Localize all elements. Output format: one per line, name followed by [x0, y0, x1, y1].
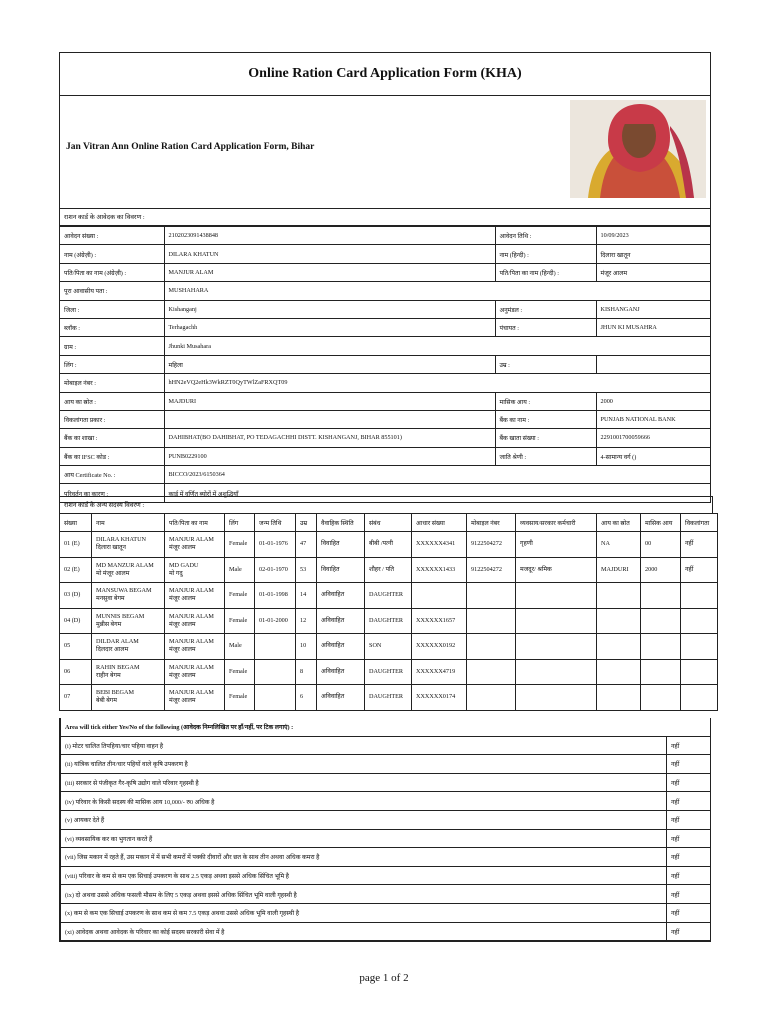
member-name_hi: राहीन बेगम: [96, 671, 121, 679]
tick-table: [60, 718, 711, 941]
tick-answer: नहीं: [667, 736, 711, 755]
tick-question: (ii) यांत्रिक चालित तीन/चार पहियों वाले कृषि उपकरण है: [61, 755, 667, 774]
member-name_hi: दिलदार आलम: [96, 646, 129, 654]
age-value: [596, 355, 710, 373]
member-no: 01 (E): [60, 532, 92, 558]
field-label: बैंक का नाम :: [495, 410, 596, 428]
member-disability: [681, 685, 718, 711]
table-row: [60, 282, 710, 300]
member-age: 12: [296, 608, 317, 634]
member-fname_en: MANJUR ALAM: [169, 536, 214, 544]
certificate-label: आय Certificate No. :: [60, 466, 164, 484]
age-label: उम्र :: [495, 355, 596, 373]
member-marital: अविवाहित: [317, 685, 365, 711]
tick-header-row: [61, 718, 711, 736]
member-aadhaar: XXXXXX4719: [412, 659, 467, 685]
member-mobile: [467, 685, 516, 711]
full-address-value: MUSHAHARA: [164, 282, 710, 300]
member-relation: DAUGHTER: [365, 659, 412, 685]
tick-answer: नहीं: [667, 755, 711, 774]
member-occupation: गृहणी: [516, 532, 597, 558]
member-income_src: [597, 634, 641, 660]
member-relation: बीबी /पत्नी: [365, 532, 412, 558]
member-occupation: मजदूर/ श्रमिक: [516, 557, 597, 583]
tick-question: (vi) व्यवसायिक कर का भुगतान करते हैं: [61, 829, 667, 848]
table-row: [60, 634, 718, 660]
tick-question: (viii) परिवार के कम से कम एक सिचाई उपकरण के साथ 2.5 एकड़ अथवा इससे अधिक सिंचित भूमि है: [61, 866, 667, 885]
member-disability: [681, 634, 718, 660]
form-header: [60, 96, 710, 209]
member-name_en: BEBI BEGAM: [96, 689, 134, 697]
members-table: [59, 513, 718, 711]
column-header: उम्र: [296, 514, 317, 532]
field-value: Terhagachh: [164, 318, 495, 336]
member-marital: अविवाहित: [317, 634, 365, 660]
member-name_hi: दिलारा खातून: [96, 544, 126, 552]
member-name_en: MD MANZUR ALAM: [96, 561, 154, 569]
member-marital: अविवाहित: [317, 608, 365, 634]
table-row: [60, 659, 718, 685]
member-marital: विवाहित: [317, 557, 365, 583]
member-age: 10: [296, 634, 317, 660]
member-gender: Female: [225, 583, 255, 609]
member-monthly: [641, 659, 681, 685]
member-fname_en: MANJUR ALAM: [169, 663, 214, 671]
tick-answer: नहीं: [667, 792, 711, 811]
field-label: आवेदन संख्या :: [60, 227, 164, 245]
member-name-cell: [92, 685, 165, 711]
gender-label: लिंग :: [60, 355, 164, 373]
table-row: [60, 466, 710, 484]
mobile-value: hHN2eVQ2eHk3WkRZT0QyTWlZaFRXQT09: [164, 374, 710, 392]
field-value: 2102023091438848: [164, 227, 495, 245]
member-mobile: 9122504272: [467, 532, 516, 558]
member-fname-cell: [165, 532, 225, 558]
member-marital: अविवाहित: [317, 583, 365, 609]
member-fname_en: MANJUR ALAM: [169, 689, 214, 697]
member-name-cell: [92, 583, 165, 609]
member-fname_en: MD GADU: [169, 561, 199, 569]
mobile-label: मोबाइल नंबर :: [60, 374, 164, 392]
tick-question: (i) मोटर चालित तिपहिया/चार पहिया वाहन है: [61, 736, 667, 755]
member-disability: नहीं: [681, 532, 718, 558]
field-label: जाति श्रेणी :: [495, 447, 596, 465]
member-name-cell: [92, 532, 165, 558]
table-row: [60, 410, 710, 428]
field-value: JHUN KI MUSAHRA: [596, 318, 710, 336]
member-income_src: [597, 685, 641, 711]
field-label: जिला :: [60, 300, 164, 318]
tick-answer: नहीं: [667, 829, 711, 848]
field-value: DAHIBHAT(BO DAHIBHAT, PO TEDAGACHHI DISTT. KISHANGANJ, BIHAR 855101): [164, 429, 495, 447]
member-monthly: [641, 608, 681, 634]
field-label: नाम (हिन्दी) :: [495, 245, 596, 263]
member-relation: शौहर / पति: [365, 557, 412, 583]
column-header: वैवाहिक स्थिति: [317, 514, 365, 532]
member-dob: [255, 659, 296, 685]
tick-answer: नहीं: [667, 773, 711, 792]
member-aadhaar: XXXXXX1433: [412, 557, 467, 583]
member-fname-cell: [165, 608, 225, 634]
column-header: आधार संख्या: [412, 514, 467, 532]
column-header: व्यवसाय/सरकार कर्मचारी: [516, 514, 597, 532]
member-mobile: [467, 659, 516, 685]
table-row: [60, 300, 710, 318]
member-name_en: MUNNIS BEGAM: [96, 612, 145, 620]
table-row: [61, 773, 711, 792]
column-header: मोबाइल नंबर: [467, 514, 516, 532]
column-header: विकलांगता: [681, 514, 718, 532]
member-relation: SON: [365, 634, 412, 660]
member-age: 6: [296, 685, 317, 711]
member-no: 07: [60, 685, 92, 711]
tick-question: (ix) दो अथवा उससे अधिक फसली मौसम के लिए 5 एकड़ अथवा इससे अधिक सिंचित भूमि वाली गृहस्थी है: [61, 885, 667, 904]
member-fname_en: MANJUR ALAM: [169, 587, 214, 595]
member-no: 05: [60, 634, 92, 660]
member-monthly: [641, 634, 681, 660]
field-value: PUNJAB NATIONAL BANK: [596, 410, 710, 428]
member-income_src: NA: [597, 532, 641, 558]
member-dob: 01-01-1998: [255, 583, 296, 609]
member-occupation: [516, 634, 597, 660]
member-relation: DAUGHTER: [365, 685, 412, 711]
member-income_src: [597, 583, 641, 609]
tick-answer: नहीं: [667, 922, 711, 941]
member-name_hi: मो मंजूर आलम: [96, 569, 130, 577]
change-reason-value: कार्ड में वर्णित ब्योरों में अशुद्धियाँ: [164, 484, 710, 502]
members-header-row: [60, 514, 718, 532]
tick-question: (v) आयकर देते हैं: [61, 810, 667, 829]
field-value: [164, 410, 495, 428]
field-label: ब्लॉक :: [60, 318, 164, 336]
members-section: [59, 496, 713, 711]
column-header: संख्या: [60, 514, 92, 532]
member-age: 8: [296, 659, 317, 685]
member-fname_hi: मंजूर आलम: [169, 595, 196, 603]
village-value: Jhunki Musahara: [164, 337, 710, 355]
tick-question: (iv) परिवार के किसी सदस्य की मासिक आय 10,000/- रु0 अधिक है: [61, 792, 667, 811]
field-label: पति/पिता का नाम (हिन्दी) :: [495, 263, 596, 281]
member-disability: [681, 608, 718, 634]
field-value: 10/09/2023: [596, 227, 710, 245]
field-label: आवेदन तिथि :: [495, 227, 596, 245]
member-dob: [255, 634, 296, 660]
tick-question: (x) कम से कम एक सिचाई उपकरण के साथ कम से कम 7.5 एकड़ अथवा उससे अधिक भूमि वाली गृहस्थी है: [61, 903, 667, 922]
field-value: Kishanganj: [164, 300, 495, 318]
table-row: [60, 227, 710, 245]
member-disability: नहीं: [681, 557, 718, 583]
table-row: [60, 318, 710, 336]
member-disability: [681, 583, 718, 609]
member-dob: 01-01-1976: [255, 532, 296, 558]
field-value: MAJDURI: [164, 392, 495, 410]
tick-question: (iii) सरकार से पंजीकृत गैर-कृषि उद्योग वाले परिवार गृहस्थी है: [61, 773, 667, 792]
member-aadhaar: XXXXXX0192: [412, 634, 467, 660]
column-header: आय का स्रोत: [597, 514, 641, 532]
column-header: लिंग: [225, 514, 255, 532]
member-fname_en: MANJUR ALAM: [169, 612, 214, 620]
member-name_en: DILARA KHATUN: [96, 536, 147, 544]
table-row: [60, 355, 710, 373]
field-value: PUNB0229100: [164, 447, 495, 465]
village-label: ग्राम :: [60, 337, 164, 355]
tick-answer: नहीं: [667, 903, 711, 922]
member-gender: Female: [225, 532, 255, 558]
table-row: [61, 903, 711, 922]
member-occupation: [516, 583, 597, 609]
member-mobile: [467, 634, 516, 660]
field-label: बैंक खाता संख्या :: [495, 429, 596, 447]
table-row: [60, 245, 710, 263]
member-disability: [681, 659, 718, 685]
table-row: [60, 429, 710, 447]
member-name-cell: [92, 634, 165, 660]
member-relation: DAUGHTER: [365, 583, 412, 609]
table-row: [60, 557, 718, 583]
table-row: [61, 810, 711, 829]
tick-question: (vii) जिस मकान में रहते हैं, उस मकान में में सभी कमरों में पक्की दीवारों और छत के साथ तीन अथवा अधिक कमरा है: [61, 848, 667, 867]
tick-answer: नहीं: [667, 848, 711, 867]
table-row: [60, 263, 710, 281]
full-address-label: पूरा आवासीय पता :: [60, 282, 164, 300]
member-aadhaar: [412, 583, 467, 609]
table-row: [60, 337, 710, 355]
member-no: 04 (D): [60, 608, 92, 634]
applicant-photo-image: [570, 100, 706, 198]
member-monthly: 00: [641, 532, 681, 558]
member-no: 02 (E): [60, 557, 92, 583]
member-fname_hi: मो गदु: [169, 569, 183, 577]
table-row: [60, 447, 710, 465]
field-value: 2000: [596, 392, 710, 410]
table-row: [60, 583, 718, 609]
field-value: DILARA KHATUN: [164, 245, 495, 263]
field-value: दिलारा खातून: [596, 245, 710, 263]
applicant-photo: [570, 100, 706, 198]
field-value: MANJUR ALAM: [164, 263, 495, 281]
member-mobile: 9122504272: [467, 557, 516, 583]
member-age: 14: [296, 583, 317, 609]
form-frame: [59, 52, 711, 503]
member-gender: Female: [225, 659, 255, 685]
field-value: KISHANGANJ: [596, 300, 710, 318]
table-row: [61, 922, 711, 941]
member-fname-cell: [165, 583, 225, 609]
field-label: पति/पिता का नाम (अंग्रेज़ी) :: [60, 263, 164, 281]
field-label: पंचायत :: [495, 318, 596, 336]
applicant-details-table: [60, 226, 710, 502]
table-row: [60, 374, 710, 392]
member-no: 06: [60, 659, 92, 685]
member-aadhaar: XXXXXX1657: [412, 608, 467, 634]
form-subtitle: Jan Vitran Ann Online Ration Card Application Form, Bihar: [66, 142, 315, 152]
member-fname_hi: मंजूर आलम: [169, 697, 196, 705]
member-mobile: [467, 608, 516, 634]
member-dob: [255, 685, 296, 711]
member-relation: DAUGHTER: [365, 608, 412, 634]
member-fname_hi: मंजूर आलम: [169, 544, 196, 552]
column-header: संबंध: [365, 514, 412, 532]
column-header: जन्म तिथि: [255, 514, 296, 532]
field-label: अनुमंडल :: [495, 300, 596, 318]
table-row: [61, 829, 711, 848]
field-label: नाम (अंग्रेज़ी) :: [60, 245, 164, 263]
member-name_hi: बेबी बेगम: [96, 697, 117, 705]
member-gender: Male: [225, 634, 255, 660]
member-aadhaar: XXXXXX0174: [412, 685, 467, 711]
member-monthly: 2000: [641, 557, 681, 583]
member-monthly: [641, 685, 681, 711]
member-name_en: RAHIN BEGAM: [96, 663, 140, 671]
table-row: [61, 736, 711, 755]
form-title: Online Ration Card Application Form (KHA): [60, 53, 710, 96]
certificate-value: BICCO/2023/6150364: [164, 466, 710, 484]
member-name-cell: [92, 557, 165, 583]
member-age: 53: [296, 557, 317, 583]
member-income_src: MAJDURI: [597, 557, 641, 583]
change-reason-label: परिवर्तन का कारण :: [60, 484, 164, 502]
column-header: पति/पिता का नाम: [165, 514, 225, 532]
tick-section: [59, 718, 711, 942]
member-name-cell: [92, 659, 165, 685]
member-fname_en: MANJUR ALAM: [169, 638, 214, 646]
member-name_hi: मुन्नीस बेगम: [96, 620, 122, 628]
page-number: page 1 of 2: [359, 972, 409, 984]
field-label: बैंक का शाखा :: [60, 429, 164, 447]
tick-answer: नहीं: [667, 866, 711, 885]
table-row: [61, 885, 711, 904]
member-income_src: [597, 608, 641, 634]
column-header: मासिक आय: [641, 514, 681, 532]
table-row: [60, 532, 718, 558]
applicant-section-title: राशन कार्ड के आवेदक का विवरण :: [60, 209, 710, 226]
member-dob: 02-01-1970: [255, 557, 296, 583]
field-label: आय का स्रोत :: [60, 392, 164, 410]
member-occupation: [516, 608, 597, 634]
table-row: [61, 755, 711, 774]
tick-answer: नहीं: [667, 810, 711, 829]
member-fname-cell: [165, 659, 225, 685]
member-monthly: [641, 583, 681, 609]
member-name-cell: [92, 608, 165, 634]
member-occupation: [516, 685, 597, 711]
gender-value: महिला: [164, 355, 495, 373]
field-value: 2291001700059666: [596, 429, 710, 447]
member-name_hi: मनसुवा बेगम: [96, 595, 125, 603]
table-row: [61, 792, 711, 811]
member-fname-cell: [165, 634, 225, 660]
member-fname_hi: मंजूर आलम: [169, 671, 196, 679]
table-row: [61, 848, 711, 867]
table-row: [60, 608, 718, 634]
member-mobile: [467, 583, 516, 609]
member-gender: Male: [225, 557, 255, 583]
member-name_en: DILDAR ALAM: [96, 638, 139, 646]
table-row: [60, 685, 718, 711]
member-name_en: MANSUWA BEGAM: [96, 587, 152, 595]
member-marital: अविवाहित: [317, 659, 365, 685]
member-income_src: [597, 659, 641, 685]
tick-header: Area will tick either Yes/No of the following (आवेदक निम्नलिखित पर हाँ/नहीं, पर टिक लगाएं) :: [61, 718, 711, 736]
member-gender: Female: [225, 685, 255, 711]
member-occupation: [516, 659, 597, 685]
field-label: विकलांगता प्रकार :: [60, 410, 164, 428]
member-dob: 01-01-2000: [255, 608, 296, 634]
field-value: 4-सामान्य वर्ग (): [596, 447, 710, 465]
field-value: मंजूर आलम: [596, 263, 710, 281]
member-no: 03 (D): [60, 583, 92, 609]
tick-answer: नहीं: [667, 885, 711, 904]
member-aadhaar: XXXXXX4341: [412, 532, 467, 558]
member-fname-cell: [165, 685, 225, 711]
member-fname_hi: मंजूर आलम: [169, 620, 196, 628]
members-section-title: राशन कार्ड के अन्य सदस्य विवरण :: [59, 496, 713, 513]
member-gender: Female: [225, 608, 255, 634]
table-row: [61, 866, 711, 885]
table-row: [60, 392, 710, 410]
member-age: 47: [296, 532, 317, 558]
member-fname-cell: [165, 557, 225, 583]
field-label: बैंक का IFSC कोड :: [60, 447, 164, 465]
member-marital: विवाहित: [317, 532, 365, 558]
tick-question: (xi) आवेदक अथवा आवेदक के परिवार का कोई सदस्य सरकारी सेवा में है: [61, 922, 667, 941]
field-label: मासिक आय :: [495, 392, 596, 410]
member-fname_hi: मंजूर आलम: [169, 646, 196, 654]
column-header: नाम: [92, 514, 165, 532]
